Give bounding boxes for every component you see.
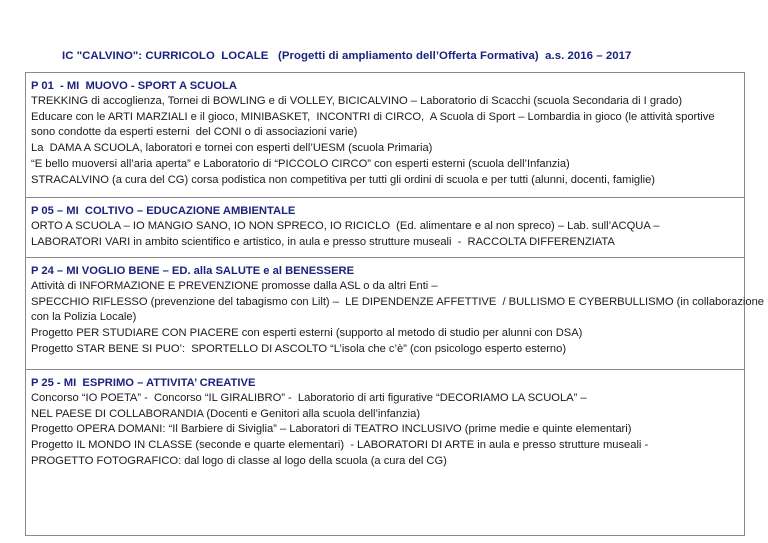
section-line: con la Polizia Locale) [31, 311, 137, 324]
section-line: NEL PAESE DI COLLABORANDIA (Docenti e Genitori alla scuola dell’infanzia) [31, 407, 421, 420]
document-title: IC "CALVINO": CURRICOLO LOCALE (Progetti di ampliamento dell’Offerta Formativa) a.s. 2016 – 2017 [62, 50, 632, 62]
section-line: Progetto OPERA DOMANI: “Il Barbiere di Siviglia” – Laboratori di TEATRO INCLUSIVO (prime medie e quinte elementari) [31, 423, 632, 436]
section-line: STRACALVINO (a cura del CG) corsa podistica non competitiva per tutti gli ordini di scuola e per tutti (alunni, docenti, famiglie) [31, 173, 655, 186]
section-line: Educare con le ARTI MARZIALI e il gioco, MINIBASKET, INCONTRI di CIRCO, A Scuola di Sport – Lombardia in gioco (le attività sportive [31, 110, 715, 123]
section-line: Progetto IL MONDO IN CLASSE (seconde e quarte elementari) - LABORATORI DI ARTE in aula e presso strutture museali - [31, 439, 649, 452]
section-line: SPECCHIO RIFLESSO (prevenzione del tabagismo con Lilt) – LE DIPENDENZE AFFETTIVE / BULLISMO E CYBERBULLISMO (in collaborazione [31, 295, 764, 308]
project-section-p01 [26, 73, 744, 198]
project-section-p05 [26, 198, 744, 258]
project-section-p24 [26, 258, 764, 370]
section-line: Concorso “IO POETA” - Concorso “IL GIRALIBRO” - Laboratorio di arti figurative “DECORIAMO LA SCUOLA” – [31, 392, 587, 404]
section-heading: P 24 – MI VOGLIO BENE – ED. alla SALUTE e al BENESSERE [31, 265, 355, 277]
section-heading: P 05 – MI COLTIVO – EDUCAZIONE AMBIENTALE [31, 205, 296, 217]
section-line: LABORATORI VARI in ambito scientifico e artistico, in aula e presso strutture museali - RACCOLTA DIFFERENZIATA [31, 235, 615, 248]
section-line: “E bello muoversi all’aria aperta” e Laboratorio di “PICCOLO CIRCO” con esperti esterni (scuola dell’Infanzia) [31, 157, 570, 170]
project-section-p25 [26, 370, 744, 535]
section-line: ORTO A SCUOLA – IO MANGIO SANO, IO NON SPRECO, IO RICICLO (Ed. alimentare e al non spreco) – Lab. sull’ACQUA – [31, 220, 660, 232]
section-line: Attività di INFORMAZIONE E PREVENZIONE promosse dalla ASL o da altri Enti – [31, 280, 438, 292]
section-line: La DAMA A SCUOLA, laboratori e tornei con esperti dell’UESM (scuola Primaria) [31, 142, 433, 155]
section-line: sono condotte da esperti esterni del CONI o di associazioni varie) [31, 126, 358, 139]
section-line: Progetto STAR BENE SI PUO’: SPORTELLO DI ASCOLTO “L’isola che c’è” (con psicologo esperto esterno) [31, 342, 567, 355]
projects-table [25, 72, 764, 536]
section-heading: P 25 - MI ESPRIMO – ATTIVITA’ CREATIVE [31, 377, 256, 389]
section-heading: P 01 - MI MUOVO - SPORT A SCUOLA [31, 80, 237, 92]
section-line: TREKKING di accoglienza, Tornei di BOWLING e di VOLLEY, BICICALVINO – Laboratorio di Scacchi (scuola Secondaria di I grado) [31, 95, 683, 107]
section-line: PROGETTO FOTOGRAFICO: dal logo di classe al logo della scuola (a cura del CG) [31, 454, 447, 467]
section-line: Progetto PER STUDIARE CON PIACERE con esperti esterni (supporto al metodo di studio per alunni con DSA) [31, 327, 583, 340]
